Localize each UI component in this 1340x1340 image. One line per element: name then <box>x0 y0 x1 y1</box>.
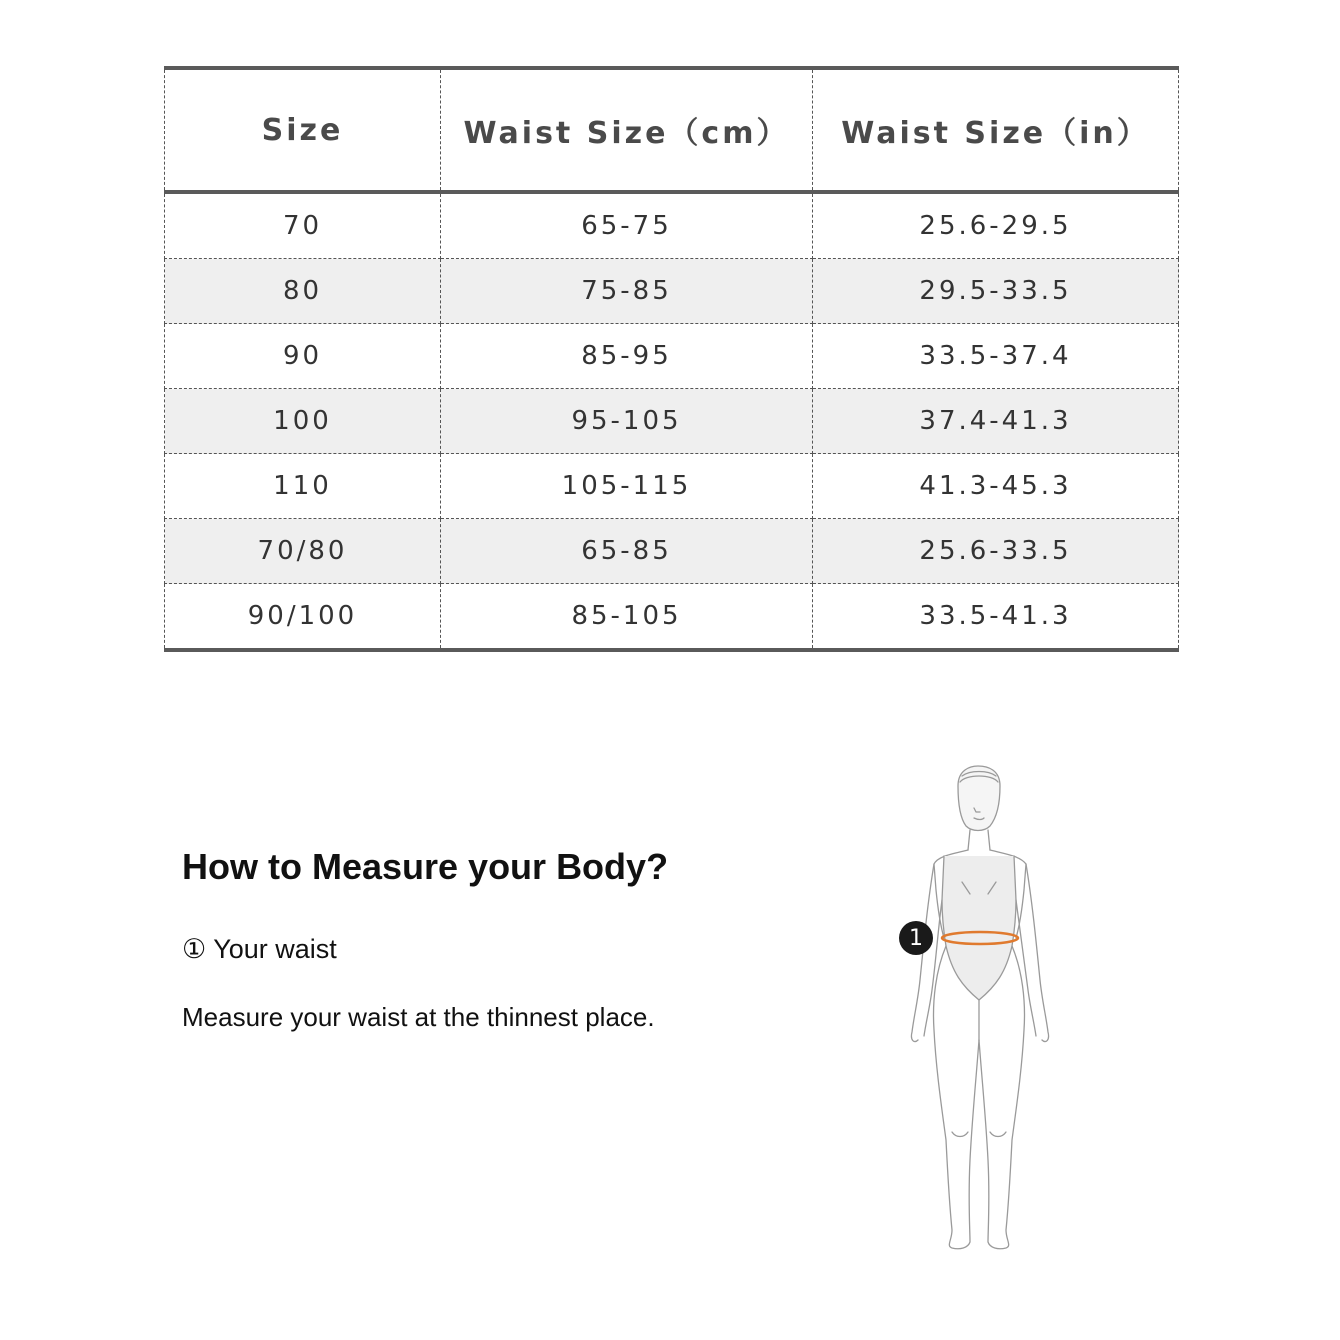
cell-waist-in: 29.5-33.5 <box>813 259 1179 324</box>
header-waist-in: Waist Size（in） <box>813 68 1179 192</box>
measure-step-waist: ① Your waist <box>182 934 337 964</box>
cell-size: 100 <box>165 389 441 454</box>
cell-waist-cm: 75-85 <box>441 259 813 324</box>
table-row <box>165 454 1179 519</box>
cell-waist-in: 33.5-41.3 <box>813 584 1179 651</box>
cell-size: 110 <box>165 454 441 519</box>
body-figure-illustration <box>880 760 1080 1260</box>
table-row <box>165 584 1179 651</box>
table-row <box>165 192 1179 259</box>
header-size: Size <box>165 68 441 192</box>
cell-waist-in: 25.6-33.5 <box>813 519 1179 584</box>
cell-size: 90/100 <box>165 584 441 651</box>
table-row <box>165 324 1179 389</box>
marker-number: 1 <box>909 926 923 951</box>
table-row <box>165 259 1179 324</box>
measure-guide-title: How to Measure your Body? <box>182 846 669 887</box>
cell-waist-cm: 65-85 <box>441 519 813 584</box>
cell-waist-in: 33.5-37.4 <box>813 324 1179 389</box>
table-row <box>165 519 1179 584</box>
cell-waist-in: 41.3-45.3 <box>813 454 1179 519</box>
cell-waist-cm: 105-115 <box>441 454 813 519</box>
waist-marker <box>880 760 1080 1260</box>
cell-waist-cm: 95-105 <box>441 389 813 454</box>
waist-line-icon <box>942 932 1018 944</box>
header-waist-cm: Waist Size（cm） <box>441 68 813 192</box>
cell-size: 70 <box>165 192 441 259</box>
size-chart-table <box>164 66 1179 652</box>
cell-waist-in: 25.6-29.5 <box>813 192 1179 259</box>
table-row <box>165 389 1179 454</box>
table-header-row <box>165 68 1179 192</box>
cell-waist-cm: 85-105 <box>441 584 813 651</box>
cell-waist-in: 37.4-41.3 <box>813 389 1179 454</box>
cell-waist-cm: 65-75 <box>441 192 813 259</box>
cell-size: 70/80 <box>165 519 441 584</box>
cell-size: 90 <box>165 324 441 389</box>
measure-step-description: Measure your waist at the thinnest place. <box>182 1002 655 1032</box>
cell-size: 80 <box>165 259 441 324</box>
cell-waist-cm: 85-95 <box>441 324 813 389</box>
